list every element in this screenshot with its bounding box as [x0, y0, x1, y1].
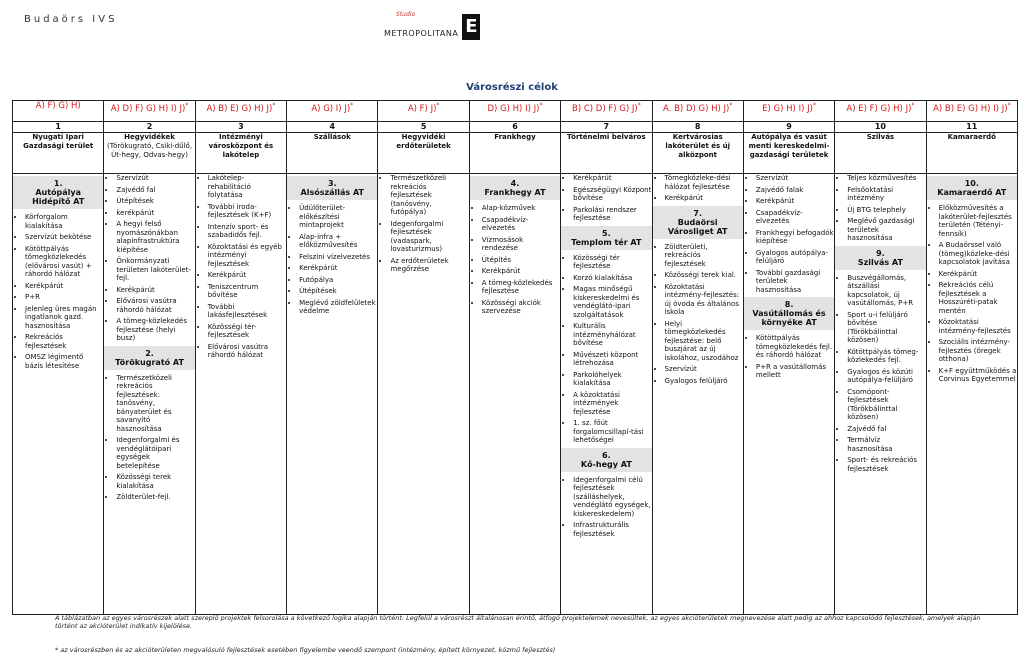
- star-mark: *: [911, 102, 915, 109]
- project-item: • Útépítés: [482, 256, 560, 265]
- project-item: • Jelenleg üres magán ingatlanok gazd. hasznosítása: [25, 305, 103, 331]
- project-item: • Előközművesítés a lakóterület-fejlesztés területén (Tétényi-fennsík): [939, 204, 1017, 238]
- project-item: • Önkormányzati területen lakóterület-fejl.: [116, 257, 194, 283]
- project-item: • P+R a vasútállomás mellett: [756, 363, 834, 380]
- project-item: • Kerékpárút: [756, 197, 834, 206]
- projects-cell: [104, 174, 195, 615]
- district-name-cell: [104, 133, 195, 174]
- project-item: • A közoktatási intézmények fejlesztése: [573, 391, 651, 417]
- project-item: • Természetközeli rekreációs fejlesztések (tanösvény, futópálya): [390, 174, 468, 217]
- project-list: [927, 204, 1017, 384]
- goals-table: [12, 100, 1018, 615]
- projects-cell: [835, 174, 926, 615]
- column-number: 1: [13, 122, 104, 133]
- star-mark: *: [729, 102, 733, 109]
- logo-mark-icon: E: [462, 14, 480, 40]
- column-number: 8: [652, 122, 743, 133]
- project-item: • A hegyi felső nyomászónákban alapinfrastruktúra kiépítése: [116, 220, 194, 254]
- project-item: • Csapadékvíz-elvezetés: [756, 209, 834, 226]
- projects-cell: [195, 174, 286, 615]
- column-number: 11: [926, 122, 1017, 133]
- project-item: • Közoktatási intézmény-fejlesztés: új óvoda és általános iskola: [665, 283, 743, 317]
- project-item: • Idegenforgalmi fejlesztések (vadaspark, lovasturizmus): [390, 220, 468, 254]
- codes-text: A. B) D) G) H) J): [663, 103, 730, 114]
- district-name-cell: [652, 133, 743, 174]
- district-subtitle: (Törökugrató, Csiki-dűlő, Út-hegy, Odvas-hegy): [106, 142, 193, 159]
- projects-cell: [287, 174, 378, 615]
- project-item: • Zöldterületi, rekreációs fejlesztések: [665, 243, 743, 269]
- codes-text: E) G) H) I) J): [762, 103, 813, 114]
- project-item: • További gazdasági területek hasznosítása: [756, 269, 834, 295]
- codes-text: D) G) H) I) J): [487, 103, 540, 114]
- action-area-title: 4. Frankhegy AT: [470, 176, 560, 200]
- action-area-title: 5. Templom tér AT: [561, 226, 651, 250]
- project-item: • Zajvédő falak: [756, 186, 834, 195]
- codes-text: B) C) D) F) G) J): [571, 103, 638, 114]
- project-item: • Szervízút: [665, 365, 743, 374]
- star-mark: *: [1007, 102, 1011, 109]
- district-name: Történelmi belváros: [567, 133, 646, 141]
- project-item: • Az erdőterületek megőrzése: [390, 257, 468, 274]
- column-number: 3: [195, 122, 286, 133]
- project-item: • További iroda-fejlesztések (K+F): [208, 203, 286, 220]
- district-name: Frankhegy: [494, 133, 536, 141]
- action-area-title: 2. Törökugrató AT: [104, 346, 194, 370]
- project-item: • Szervízút: [116, 174, 194, 183]
- project-item: • Kerékpárút: [573, 174, 651, 183]
- project-item: • Természetközeli rekreációs fejlesztések: tanösvény, bányaterület és savanyító hasznosítása: [116, 374, 194, 434]
- project-item: • A tömeg-közlekedés fejlesztése: [482, 279, 560, 296]
- project-item: • Meglévő zöldfelületek védelme: [299, 299, 377, 316]
- project-item: • Meglévő gazdasági területek hasznosítása: [847, 217, 925, 243]
- logo-text: METROPOLITANA: [384, 28, 459, 38]
- project-item: • Szervízút: [756, 174, 834, 183]
- project-item: • Szociális intézmény-fejlesztés (öregek otthona): [939, 338, 1017, 364]
- project-item: • Csomópont-fejlesztések (Törökbálinttal közösen): [847, 388, 925, 422]
- codes-text: A) E) F) G) H) J): [846, 103, 912, 114]
- project-item: • Zöldterület-fejl.: [116, 493, 194, 502]
- star-mark: *: [436, 102, 440, 109]
- projects-cell: [13, 174, 104, 615]
- project-item: • Idegenforgalmi célú fejlesztések (szálláshelyek, vendéglátó egységek, kiskereskedelem): [573, 476, 651, 519]
- project-item: • Közösségi terek kialakítása: [116, 473, 194, 490]
- project-item: • Körforgalom kialakítása: [25, 213, 103, 230]
- project-list: [104, 374, 194, 502]
- project-item: • Zajvédő fal: [847, 425, 925, 434]
- project-item: • További lakásfejlesztések: [208, 303, 286, 320]
- project-item: • Intenzív sport- és szabadidős fejl.: [208, 223, 286, 240]
- projects-cell: [561, 174, 652, 615]
- project-item: • Magas minőségű kiskereskedelmi és vendéglátó-ipari szolgáltatások: [573, 285, 651, 319]
- project-list: [104, 174, 194, 343]
- projects-cell: [743, 174, 834, 615]
- projects-cell: [378, 174, 469, 615]
- district-name: Hegyvidéki erdőterületek: [396, 133, 451, 150]
- action-area-title: 6. Kő-hegy AT: [561, 448, 651, 472]
- projects-row: [13, 174, 1018, 615]
- project-item: • Alap-infra + előközművesítés: [299, 233, 377, 250]
- brand-name: Budaörs IVS: [24, 14, 118, 25]
- project-list: [835, 274, 925, 474]
- page-title: Városrészi célok: [466, 82, 558, 93]
- project-item: • Felsőoktatási intézmény: [847, 186, 925, 203]
- column-codes: [287, 101, 378, 122]
- column-codes: [378, 101, 469, 122]
- district-name-cell: [13, 133, 104, 174]
- column-number: 9: [743, 122, 834, 133]
- project-item: • Kötöttpályás tömegközlekedés fejl. és ráhordó hálózat: [756, 334, 834, 360]
- project-item: • Közoktatási intézmény-fejlesztés: [939, 318, 1017, 335]
- column-codes: [195, 101, 286, 122]
- district-name-cell: [378, 133, 469, 174]
- project-item: • Kerékpárút: [482, 267, 560, 276]
- codes-text: A) F) J): [407, 103, 437, 114]
- project-list: [561, 254, 651, 445]
- action-area-title: 8. Vasútállomás és környéke AT: [744, 297, 834, 330]
- footnote: * az városrészben és az akcióterületen megvalósuló fejlesztések esetében figyelembe veendő szempont (intézmény, épített környezet, közmű fejlesztés): [55, 646, 556, 654]
- codes-text: A) B) E) G) H) I) J): [933, 103, 1008, 114]
- star-mark: *: [185, 102, 189, 109]
- project-item: • Kerékpárút: [299, 264, 377, 273]
- project-item: • Kerékpárút: [116, 286, 194, 295]
- action-area-title: 7. Budaörsi Városliget AT: [653, 206, 743, 239]
- star-mark: *: [272, 102, 276, 109]
- logo-studio-text: Studio: [396, 11, 416, 18]
- column-number: 6: [469, 122, 560, 133]
- project-item: • Egészségügyi Központ bővítése: [573, 186, 651, 203]
- project-item: • Tömegközleke-dési hálózat fejlesztése: [665, 174, 743, 191]
- project-item: • Alap-közművek: [482, 204, 560, 213]
- district-name: Intézményi városközpont és lakótelep: [208, 133, 274, 159]
- column-number: 4: [287, 122, 378, 133]
- project-item: • Parkolási rendszer fejlesztése: [573, 206, 651, 223]
- project-item: • Útépítések: [116, 197, 194, 206]
- project-item: • Parkolóhelyek kialakítása: [573, 371, 651, 388]
- project-list: [470, 204, 560, 316]
- star-mark: *: [812, 102, 816, 109]
- project-item: • Üdülőterület-előkészítési mintaprojekt: [299, 204, 377, 230]
- project-item: • Kerékpárút: [939, 270, 1017, 279]
- district-name: Kamaraerdő: [947, 133, 996, 141]
- project-item: • Új BTG telephely: [847, 206, 925, 215]
- codes-row: [13, 101, 1018, 122]
- star-mark: *: [637, 102, 641, 109]
- project-item: • Vízmosások rendezése: [482, 236, 560, 253]
- district-name-cell: [926, 133, 1017, 174]
- project-item: • Korzó kialakítása: [573, 274, 651, 283]
- codes-text: A) F) G) H): [35, 101, 81, 111]
- project-item: • Szervízút bekötése: [25, 233, 103, 242]
- project-item: • Lakótelep-rehabilitáció folytatása: [208, 174, 286, 200]
- codes-text: A) D) F) G) H) I) J): [110, 103, 186, 114]
- project-item: • Közösségi akciók szervezése: [482, 299, 560, 316]
- district-name-cell: [561, 133, 652, 174]
- codes-text: A) B) E) G) H) J): [206, 103, 273, 114]
- project-list: [744, 174, 834, 294]
- district-name: Szilvás: [866, 133, 895, 141]
- project-item: • Teniszcentrum bővítése: [208, 283, 286, 300]
- project-item: • A tömeg-közlekedés fejlesztése (helyi busz): [116, 317, 194, 343]
- project-item: • Sport- és rekreációs fejlesztések: [847, 456, 925, 473]
- project-item: • Helyi tömegközlekedés fejlesztése: belő buszjárat az új iskolához, uszodához: [665, 320, 743, 363]
- project-item: • Kötöttpályás tömegközlekedés (elővárosi vasút) + ráhordó hálózat: [25, 245, 103, 279]
- project-item: • K+F együttműködés a Corvinus Egyetemmel: [939, 367, 1017, 384]
- column-codes: [835, 101, 926, 122]
- district-name: Nyugati Ipari Gazdasági terület: [23, 133, 94, 150]
- project-item: • Csapadékvíz-elvezetés: [482, 216, 560, 233]
- project-list: [653, 243, 743, 386]
- table-note: A táblázatban az egyes városrészek alatt szereplő projektek felsorolása a következő logika alapján történt: Legfelül a városrészt általánosan érintő, átfogó projektelemek nevesültek, az egyes akcióterületek megnevezése alatt pedig az ahhoz kapcsolódó fejlesztések, amelyek alapján történt az akcióterület indikatív kijelölése.: [55, 614, 981, 630]
- column-codes: [104, 101, 195, 122]
- project-item: • OMSZ légimentő bázis létesítése: [25, 353, 103, 370]
- projects-cell: [652, 174, 743, 615]
- project-item: • Gyalogos és közúti autópálya-felüljáró: [847, 368, 925, 385]
- project-item: • Közösségi tér fejlesztése: [573, 254, 651, 271]
- project-item: • Idegenforgalmi és vendéglátóipari egységek betelepítése: [116, 436, 194, 470]
- project-item: • Felszíni vízelvezetés: [299, 253, 377, 262]
- project-item: • Rekreációs fejlesztések: [25, 333, 103, 350]
- action-area-title: 10. Kamaraerdő AT: [927, 176, 1017, 200]
- project-item: • Zajvédő fal: [116, 186, 194, 195]
- column-number: 2: [104, 122, 195, 133]
- project-list: [378, 174, 468, 274]
- project-item: • Kulturális intézményhálózat bővítése: [573, 322, 651, 348]
- project-item: • Kerékpárút: [208, 271, 286, 280]
- project-item: • Elővárosi vasútra ráhordó hálózat: [116, 297, 194, 314]
- project-list: [561, 476, 651, 539]
- project-item: • Buszvégállomás, átszállási kapcsolatok, új vasútállomás, P+R: [847, 274, 925, 308]
- district-name-cell: [195, 133, 286, 174]
- project-item: • Sport u-i felüljáró bővítése (Törökbálinttal közösen): [847, 311, 925, 345]
- action-area-title: 9. Szilvás AT: [835, 246, 925, 270]
- project-list: [744, 334, 834, 380]
- column-codes: [561, 101, 652, 122]
- project-item: • Útépítések: [299, 287, 377, 296]
- project-item: • Közoktatási és egyéb intézményi fejlesztések: [208, 243, 286, 269]
- project-item: • A Budaörssel való (tömeg)közleke-dési kapcsolatok javítása: [939, 241, 1017, 267]
- column-codes: [652, 101, 743, 122]
- project-item: • Közösségi tér-fejlesztések: [208, 323, 286, 340]
- project-list: [13, 213, 103, 370]
- project-list: [835, 174, 925, 243]
- project-list: [287, 204, 377, 316]
- district-name-cell: [743, 133, 834, 174]
- district-name-cell: [287, 133, 378, 174]
- action-area-title: 1. Autópálya Hidépítő AT: [13, 176, 103, 209]
- column-codes: [743, 101, 834, 122]
- column-number: 5: [378, 122, 469, 133]
- project-item: • kerékpárút: [116, 209, 194, 218]
- district-name: Kertvárosias lakóterület és új alközpont: [665, 133, 730, 159]
- project-item: • Rekreációs célú fejlesztések a Hosszúréti-patak mentén: [939, 281, 1017, 315]
- project-item: • Kerékpárút: [25, 282, 103, 291]
- project-item: • Frankhegyi befogadók kiépítése: [756, 229, 834, 246]
- district-name: Szállások: [313, 133, 351, 141]
- project-list: [196, 174, 286, 360]
- project-item: • Gyalogos felüljáró: [665, 377, 743, 386]
- codes-text: A) G) I) J): [311, 103, 351, 114]
- project-list: [561, 174, 651, 223]
- column-codes: [926, 101, 1017, 122]
- project-item: • Kerékpárút: [665, 194, 743, 203]
- column-number: 7: [561, 122, 652, 133]
- project-item: • Gyalogos autópálya-felüljáró: [756, 249, 834, 266]
- project-item: • P+R: [25, 293, 103, 302]
- projects-cell: [926, 174, 1017, 615]
- studio-metropolitana-logo: [384, 11, 480, 40]
- column-codes: [469, 101, 560, 122]
- column-codes: [13, 101, 104, 122]
- project-item: • Infrastrukturális fejlesztések: [573, 521, 651, 538]
- district-names-row: [13, 133, 1018, 174]
- district-name: Autópálya és vasút menti kereskedelmi-gazdasági területek: [748, 133, 830, 159]
- numbers-row: [13, 122, 1018, 133]
- star-mark: *: [539, 102, 543, 109]
- project-item: • Közösségi terek kial.: [665, 271, 743, 280]
- star-mark: *: [350, 102, 354, 109]
- district-name-cell: [469, 133, 560, 174]
- project-item: • Elővárosi vasútra ráhordó hálózat: [208, 343, 286, 360]
- action-area-title: 3. Alsószállás AT: [287, 176, 377, 200]
- project-item: • Termálvíz hasznosítása: [847, 436, 925, 453]
- column-number: 10: [835, 122, 926, 133]
- project-list: [653, 174, 743, 203]
- project-item: • Futópálya: [299, 276, 377, 285]
- project-item: • 1. sz. főút forgalomcsillapí-tási lehetőségei: [573, 419, 651, 445]
- district-name-cell: [835, 133, 926, 174]
- district-name: Hegyvidékek: [124, 133, 175, 141]
- project-item: • Teljes közművesítés: [847, 174, 925, 183]
- projects-cell: [469, 174, 560, 615]
- project-item: • Kötöttpályás tömeg-közlekedés fejl.: [847, 348, 925, 365]
- project-item: • Művészeti központ létrehozása: [573, 351, 651, 368]
